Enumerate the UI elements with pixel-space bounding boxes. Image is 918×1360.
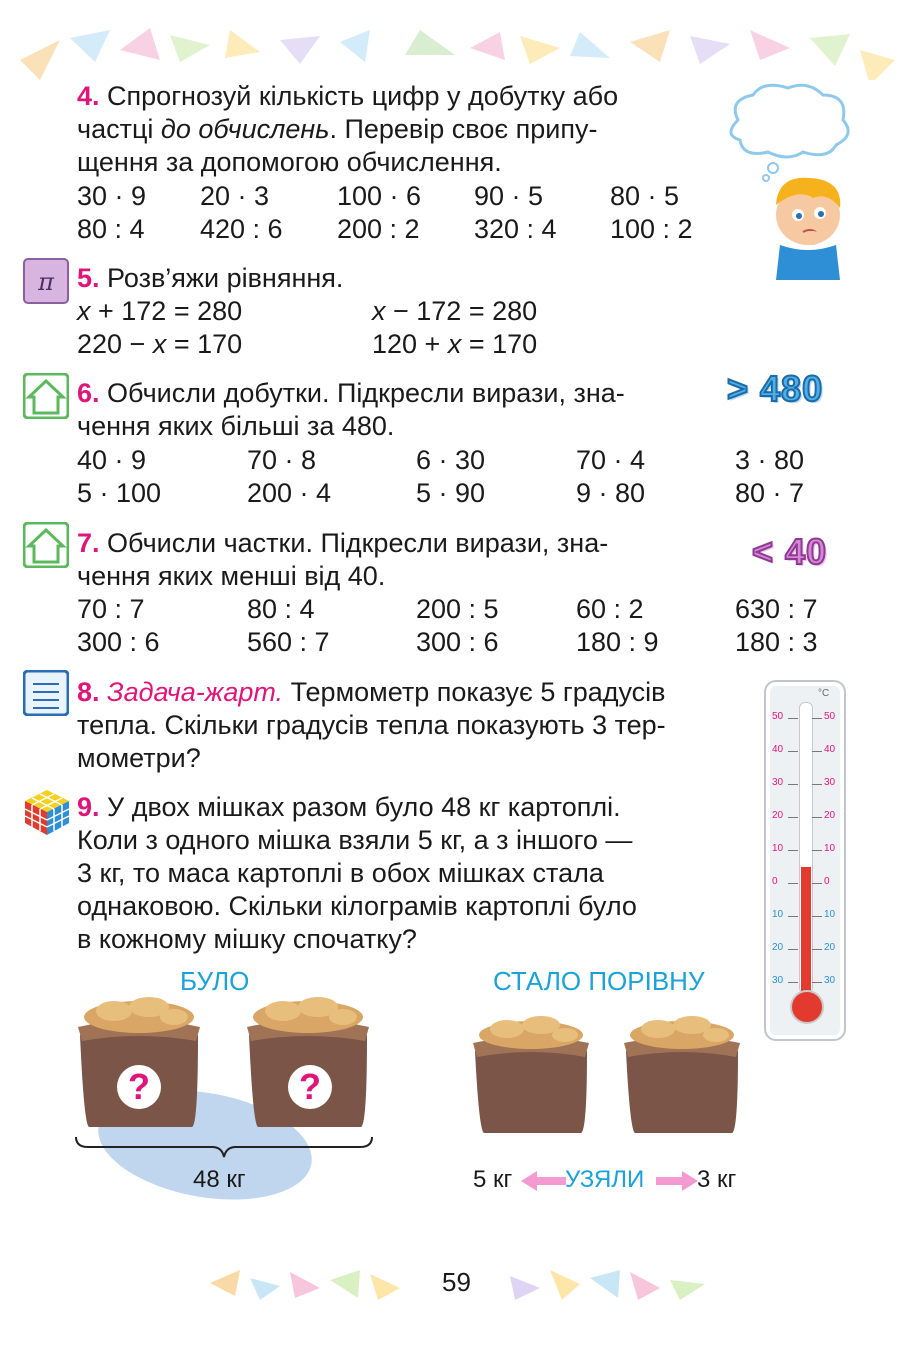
left-kg-label: 5 кг (473, 1166, 513, 1193)
scale-label-right: 30 (824, 975, 836, 986)
equation-1: x + 172 = 280 (77, 296, 243, 326)
sack-1 (74, 995, 204, 1130)
notebook-icon (23, 670, 69, 716)
scale-tick (788, 850, 798, 851)
top-decoration (0, 0, 918, 80)
task4-number: 4. (77, 81, 100, 111)
task9-text: 9. У двох мішках разом було 48 кг картоплі. Коли з одного мішка взяли 5 кг, а з іншого — 3 кг, то маса картоплі в обох мішках стала однаковою. Скільки кілограмів картоплі було в кожному мішку спочатку? (77, 792, 637, 954)
rubiks-cube-icon (22, 787, 72, 837)
scale-label-right: 0 (824, 876, 830, 887)
equation-3: 220 − x = 170 (77, 329, 243, 359)
pi-icon (23, 258, 69, 304)
scale-tick (788, 817, 798, 818)
home-icon (23, 522, 69, 568)
sack-2 (243, 995, 373, 1130)
scale-label-right: 10 (824, 843, 836, 854)
scale-label-left: 50 (772, 711, 784, 722)
scale-label-right: 20 (824, 942, 836, 953)
scale-label-left: 10 (772, 909, 784, 920)
question-mark-2: ? (288, 1065, 332, 1109)
scale-tick (812, 751, 822, 752)
left-arrow-icon (521, 1170, 566, 1192)
scale-label-right: 10 (824, 909, 836, 920)
task8-text: 8. Задача-жарт. Термометр показує 5 градусів тепла. Скільки градусів тепла показують 3 тер- мометри? (77, 677, 666, 773)
task7-number: 7. (77, 528, 100, 558)
equation-2: x − 172 = 280 (372, 296, 538, 326)
scale-label-left: 30 (772, 975, 784, 986)
scale-tick (788, 784, 798, 785)
scale-tick (812, 883, 822, 884)
scale-label-right: 40 (824, 744, 836, 755)
scale-tick (812, 949, 822, 950)
bulo-label: БУЛО (180, 966, 250, 996)
total-mass-label: 48 кг (193, 1166, 246, 1193)
sack-4 (620, 1015, 745, 1135)
scale-label-right: 30 (824, 777, 836, 788)
question-mark-1: ? (117, 1065, 161, 1109)
thermometer-bulb (790, 990, 824, 1024)
uzyaly-label: УЗЯЛИ (565, 1166, 645, 1193)
page-number: 59 (442, 1267, 471, 1297)
less-40-badge: < 40 (752, 531, 828, 572)
task8-number: 8. (77, 677, 100, 707)
task5-title: 5. Розв’яжи рівняння. (77, 263, 344, 293)
thermometer: °C 50 50 40 40 30 30 20 20 10 10 0 0 10 10 20 20 30 30 (764, 680, 846, 1041)
scale-tick (812, 784, 822, 785)
scale-tick (812, 916, 822, 917)
scale-tick (788, 718, 798, 719)
scale-tick (812, 718, 822, 719)
scale-label-left: 40 (772, 744, 784, 755)
task9-number: 9. (77, 792, 100, 822)
scale-tick (812, 850, 822, 851)
task6-text: 6. Обчисли добутки. Підкресли вирази, зна- чення яких більші за 480. (77, 378, 625, 441)
scale-label-left: 30 (772, 777, 784, 788)
task5-number: 5. (77, 263, 100, 293)
scale-tick (788, 916, 798, 917)
scale-tick (812, 817, 822, 818)
right-kg-label: 3 кг (697, 1166, 737, 1193)
greater-480-badge: > 480 (727, 368, 824, 409)
scale-label-right: 50 (824, 711, 836, 722)
sack-3 (469, 1015, 594, 1135)
scale-label-left: 20 (772, 942, 784, 953)
svg-text:π: π (38, 268, 54, 296)
scale-tick (812, 982, 822, 983)
stalo-porivnu-label: СТАЛО ПОРІВНУ (493, 966, 705, 996)
task6-number: 6. (77, 378, 100, 408)
right-arrow-icon (656, 1170, 698, 1192)
equation-4: 120 + x = 170 (372, 329, 538, 359)
scale-tick (788, 751, 798, 752)
brace (74, 1135, 374, 1160)
scale-label-left: 0 (772, 876, 778, 887)
task4-text: 4. Спрогнозуй кількість цифр у добутку або частці до обчислень. Перевір своє припу- щення за допомогою обчислення. (77, 81, 619, 177)
task7-text: 7. Обчисли частки. Підкресли вирази, зна- чення яких менші від 40. (77, 528, 609, 591)
thinking-boy-illustration (718, 80, 858, 280)
home-icon (23, 373, 69, 419)
scale-label-left: 10 (772, 843, 784, 854)
scale-tick (788, 949, 798, 950)
mercury-column (801, 867, 811, 1003)
scale-label-right: 20 (824, 810, 836, 821)
scale-label-left: 20 (772, 810, 784, 821)
scale-tick (788, 982, 798, 983)
scale-tick (788, 883, 798, 884)
